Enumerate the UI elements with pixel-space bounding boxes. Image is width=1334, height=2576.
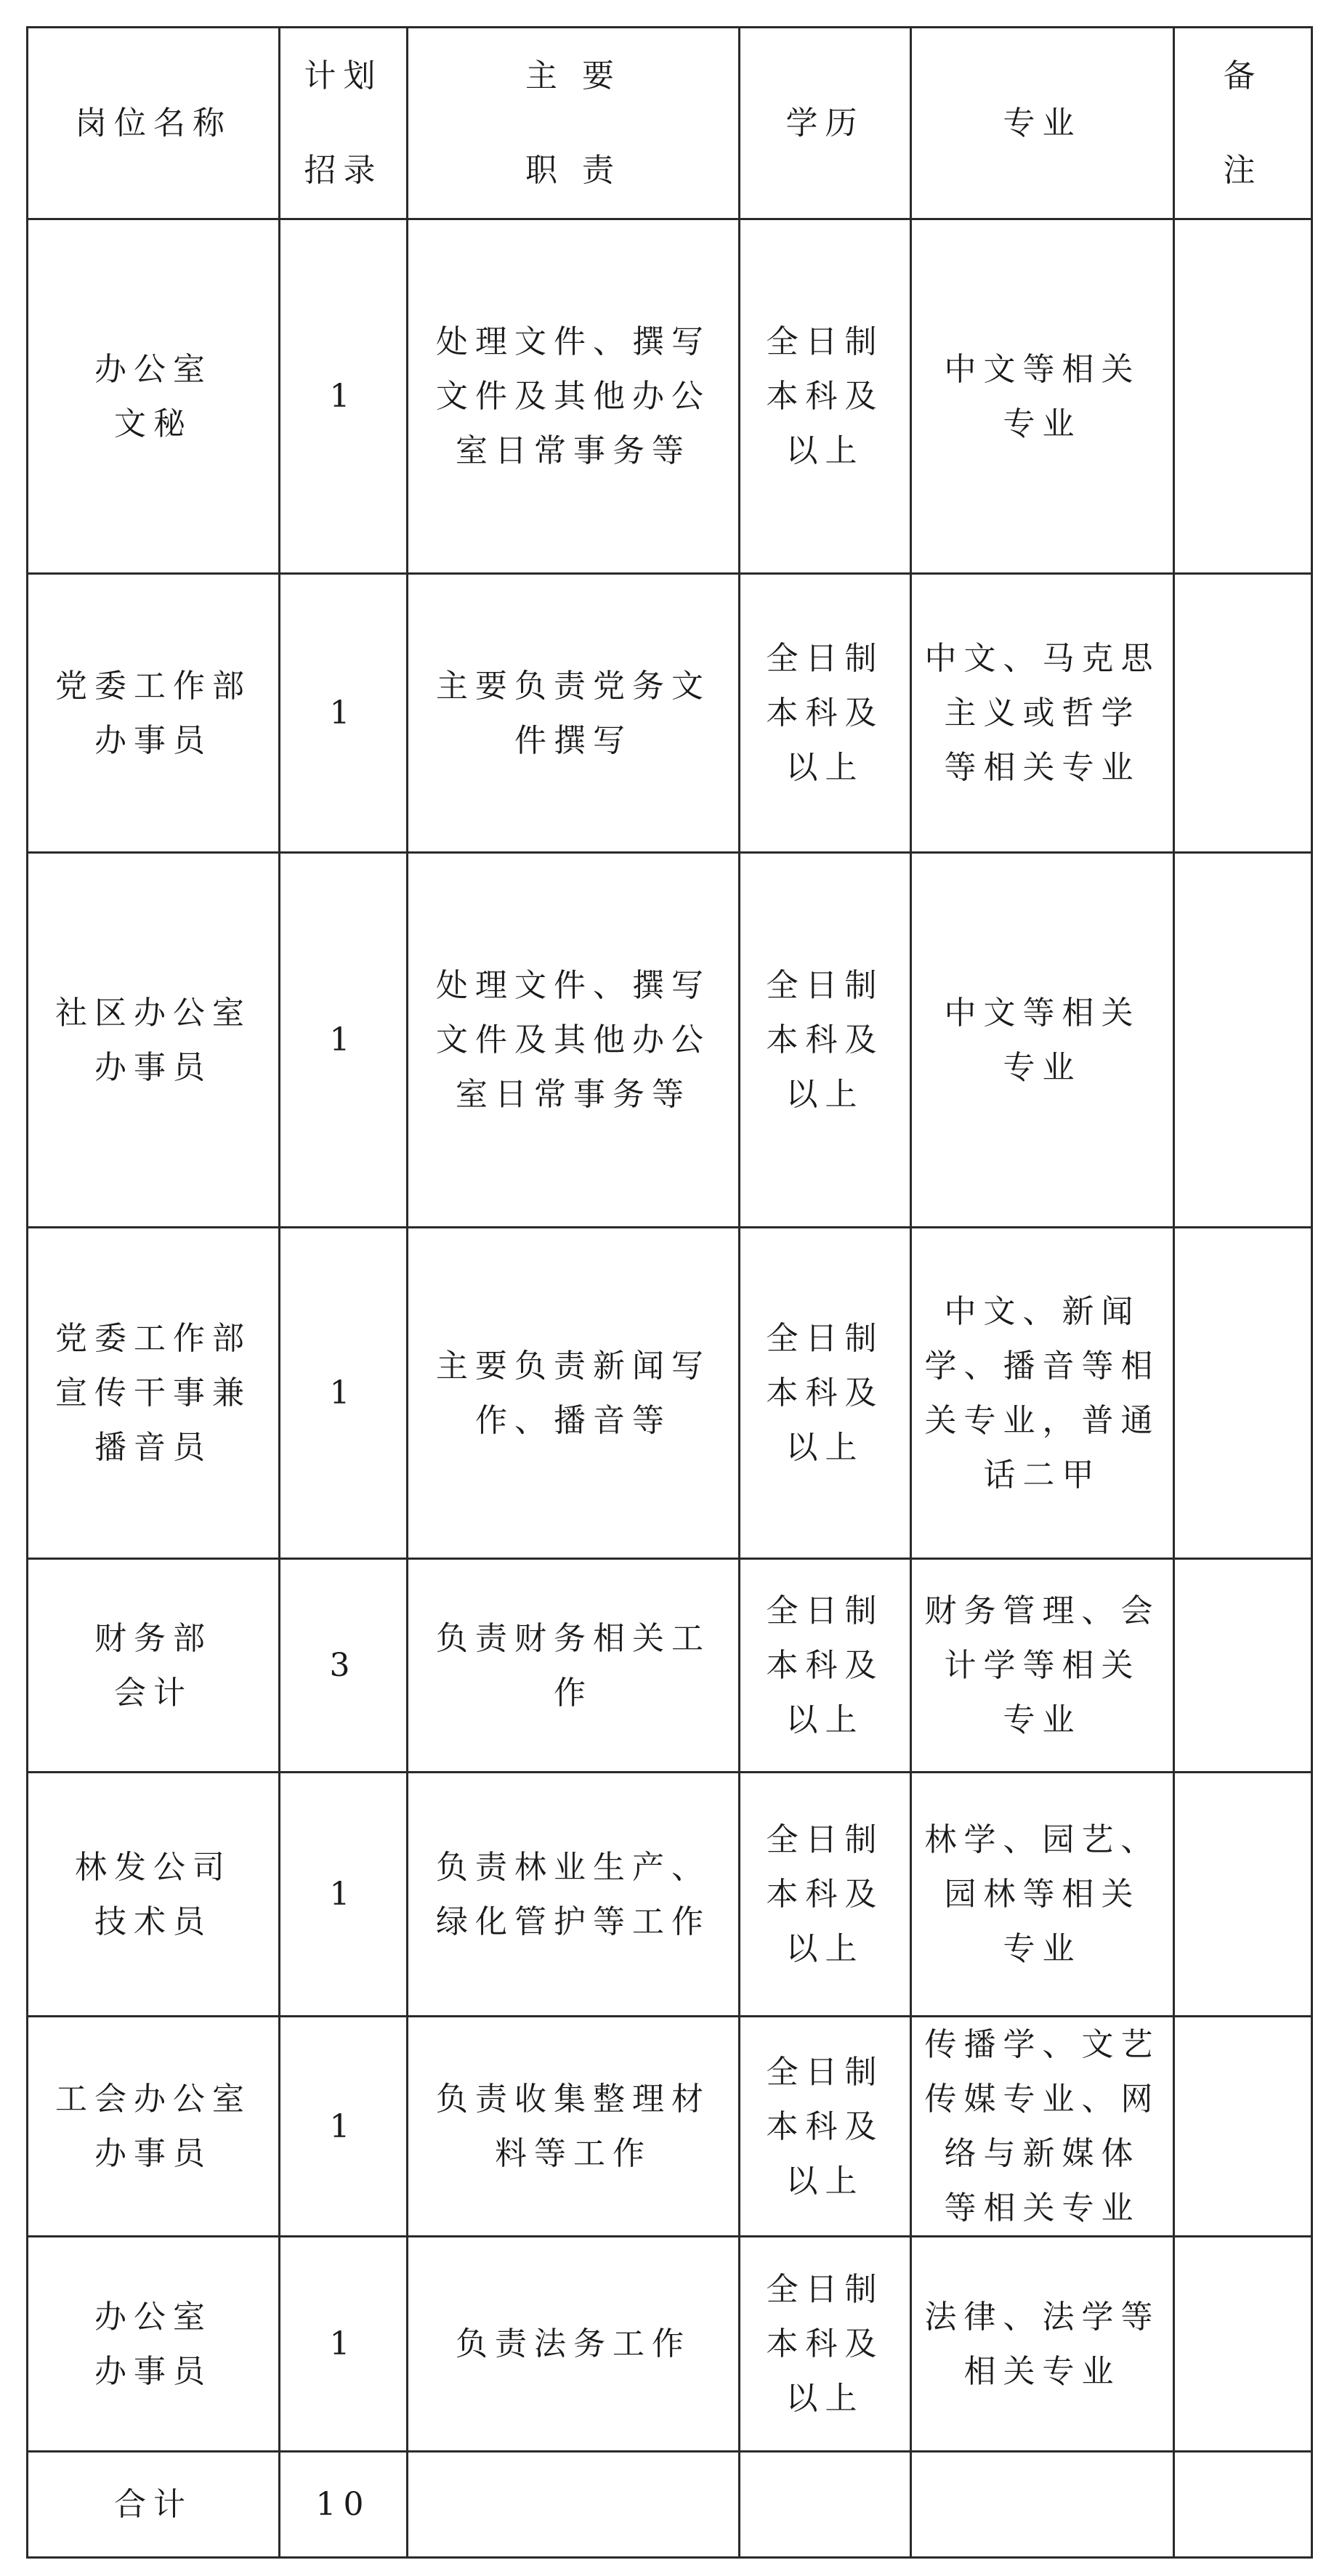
cell-duties: 负责林业生产、 绿化管护等工作 <box>408 1773 740 2017</box>
table-row <box>28 219 1312 574</box>
total-row <box>28 2452 1312 2558</box>
cell-remarks <box>1174 1559 1312 1773</box>
cell-major: 中文、马克思 主义或哲学 等相关专业 <box>911 574 1174 853</box>
cell-education: 全日制 本科及 以上 <box>740 1228 911 1559</box>
cell-education: 全日制 本科及 以上 <box>740 219 911 574</box>
cell-count: 1 <box>280 2237 408 2452</box>
recruitment-table <box>26 26 1313 2559</box>
cell-duties: 处理文件、撰写 文件及其他办公 室日常事务等 <box>408 219 740 574</box>
cell-education: 全日制 本科及 以上 <box>740 2237 911 2452</box>
cell-count: 1 <box>280 2017 408 2237</box>
cell-education: 全日制 本科及 以上 <box>740 853 911 1228</box>
cell-education: 全日制 本科及 以上 <box>740 1773 911 2017</box>
cell-education: 全日制 本科及 以上 <box>740 574 911 853</box>
cell-count: 1 <box>280 1228 408 1559</box>
cell-major: 中文等相关 专业 <box>911 219 1174 574</box>
header-education: 学历 <box>740 28 911 219</box>
cell-remarks <box>1174 219 1312 574</box>
cell-major: 传播学、文艺 传媒专业、网 络与新媒体 等相关专业 <box>911 2017 1174 2237</box>
cell-education: 全日制 本科及 以上 <box>740 1559 911 1773</box>
table-header-row <box>28 28 1312 219</box>
cell-major: 中文、新闻 学、播音等相 关专业，普通 话二甲 <box>911 1228 1174 1559</box>
cell-position: 办公室 文秘 <box>28 219 280 574</box>
cell-count: 1 <box>280 1773 408 2017</box>
table-row <box>28 574 1312 853</box>
cell-remarks <box>1174 1773 1312 2017</box>
header-major: 专业 <box>911 28 1174 219</box>
cell-major: 中文等相关 专业 <box>911 853 1174 1228</box>
cell-position: 财务部 会计 <box>28 1559 280 1773</box>
cell-duties: 负责法务工作 <box>408 2237 740 2452</box>
cell-position: 社区办公室 办事员 <box>28 853 280 1228</box>
table-row <box>28 1228 1312 1559</box>
total-empty-cell <box>408 2452 740 2558</box>
cell-remarks <box>1174 574 1312 853</box>
cell-position: 办公室 办事员 <box>28 2237 280 2452</box>
cell-remarks <box>1174 2237 1312 2452</box>
cell-count: 1 <box>280 853 408 1228</box>
header-remarks: 备 注 <box>1174 28 1312 219</box>
cell-duties: 负责收集整理材 料等工作 <box>408 2017 740 2237</box>
total-empty-cell <box>740 2452 911 2558</box>
cell-position: 工会办公室 办事员 <box>28 2017 280 2237</box>
total-empty-cell <box>1174 2452 1312 2558</box>
cell-duties: 负责财务相关工 作 <box>408 1559 740 1773</box>
table-row <box>28 2017 1312 2237</box>
table-row <box>28 2237 1312 2452</box>
cell-duties: 主要负责新闻写 作、播音等 <box>408 1228 740 1559</box>
header-duties: 主 要 职 责 <box>408 28 740 219</box>
table-row <box>28 1773 1312 2017</box>
cell-remarks <box>1174 1228 1312 1559</box>
table-row <box>28 853 1312 1228</box>
total-label: 合计 <box>28 2452 280 2558</box>
header-position: 岗位名称 <box>28 28 280 219</box>
cell-duties: 主要负责党务文 件撰写 <box>408 574 740 853</box>
table-row <box>28 1559 1312 1773</box>
cell-duties: 处理文件、撰写 文件及其他办公 室日常事务等 <box>408 853 740 1228</box>
cell-position: 林发公司 技术员 <box>28 1773 280 2017</box>
cell-count: 3 <box>280 1559 408 1773</box>
cell-position: 党委工作部 办事员 <box>28 574 280 853</box>
cell-major: 法律、法学等 相关专业 <box>911 2237 1174 2452</box>
cell-count: 1 <box>280 219 408 574</box>
cell-remarks <box>1174 853 1312 1228</box>
cell-education: 全日制 本科及 以上 <box>740 2017 911 2237</box>
cell-major: 财务管理、会 计学等相关 专业 <box>911 1559 1174 1773</box>
header-planned: 计划 招录 <box>280 28 408 219</box>
total-count: 10 <box>280 2452 408 2558</box>
total-empty-cell <box>911 2452 1174 2558</box>
cell-major: 林学、园艺、 园林等相关 专业 <box>911 1773 1174 2017</box>
cell-position: 党委工作部 宣传干事兼 播音员 <box>28 1228 280 1559</box>
cell-remarks <box>1174 2017 1312 2237</box>
cell-count: 1 <box>280 574 408 853</box>
